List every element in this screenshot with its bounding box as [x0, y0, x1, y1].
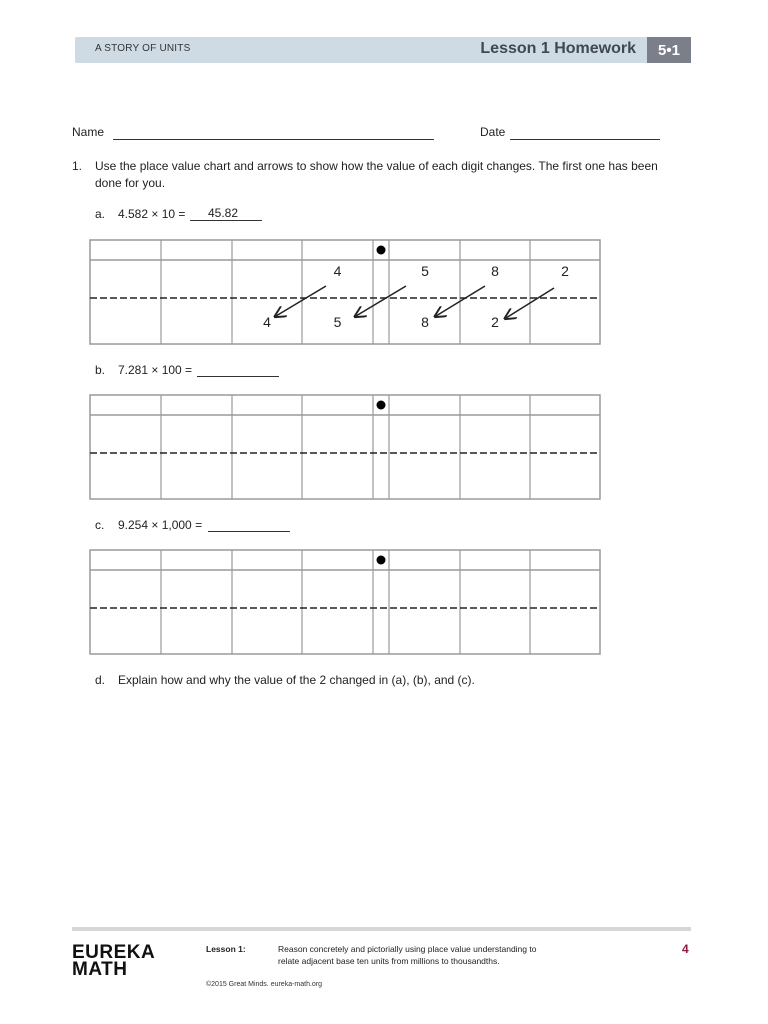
name-label: Name: [72, 125, 105, 139]
footer-description-line-2: relate adjacent base ten units from millions to thousandths.: [278, 956, 500, 966]
chart-bottom-digit: 2: [491, 314, 499, 330]
problem-number: 1.: [72, 159, 83, 173]
footer-description: [278, 943, 598, 967]
problem-instruction: [95, 158, 695, 192]
footer-lesson-label: Lesson 1:: [206, 944, 246, 954]
decimal-point-icon: [377, 556, 386, 565]
logo-line-1: EUREKA: [72, 942, 156, 963]
chart-bottom-digit: 5: [333, 314, 342, 330]
part-d-letter: d.: [95, 673, 106, 687]
footer-description-line-1: Reason concretely and pictorially using place value understanding to: [278, 944, 537, 954]
chart-top-digit: 8: [491, 263, 499, 279]
chart-border: [90, 240, 600, 344]
chart-bottom-digit: 8: [421, 314, 429, 330]
part-a-letter: a.: [95, 207, 106, 221]
copyright: ©2015 Great Minds. eureka-math.org: [206, 981, 323, 988]
part-b-answer-field[interactable]: [197, 376, 279, 377]
chart-grid: [90, 240, 600, 344]
part-a-answer-line: [190, 220, 262, 221]
part-c-expression: 9.254 × 1,000 =: [118, 518, 203, 532]
date-field[interactable]: [510, 139, 660, 140]
decimal-point-icon: [377, 401, 386, 410]
place-value-chart-c: [88, 548, 602, 658]
chart-top-digit: 2: [561, 263, 569, 279]
chart-border: [90, 550, 600, 654]
instruction-line-1: Use the place value chart and arrows to show how the value of each digit changes. The first one has been: [95, 159, 658, 173]
date-label: Date: [480, 125, 506, 139]
chart-bottom-digit: 4: [263, 314, 271, 330]
part-a-answer: 45.82: [208, 206, 239, 220]
page-number: 4: [682, 942, 689, 956]
arrow-icon: [276, 286, 326, 316]
decimal-point-icon: [377, 246, 386, 255]
instruction-line-2: done for you.: [95, 176, 166, 190]
arrow-icon: [356, 286, 406, 316]
series-title: A STORY OF UNITS: [95, 43, 191, 54]
chart-grid: [90, 395, 600, 499]
footer-rule: [72, 927, 691, 931]
lesson-title: Lesson 1 Homework: [480, 40, 636, 57]
chart-top-digit: 5: [421, 263, 429, 279]
module-badge: 5•1: [647, 37, 691, 63]
place-value-chart-b: [88, 393, 602, 503]
name-field[interactable]: [113, 139, 434, 140]
part-c-answer-field[interactable]: [208, 531, 290, 532]
eureka-math-logo: [72, 944, 155, 978]
chart-border: [90, 395, 600, 499]
part-c-letter: c.: [95, 518, 105, 532]
part-d-prompt: Explain how and why the value of the 2 changed in (a), (b), and (c).: [118, 673, 475, 687]
logo-line-2: MATH: [72, 959, 128, 980]
chart-grid: [90, 550, 600, 654]
part-a-expression: 4.582 × 10 =: [118, 207, 186, 221]
part-b-expression: 7.281 × 100 =: [118, 363, 193, 377]
part-b-letter: b.: [95, 363, 106, 377]
place-value-chart-a: [88, 238, 602, 348]
chart-top-digit: 4: [333, 263, 342, 279]
